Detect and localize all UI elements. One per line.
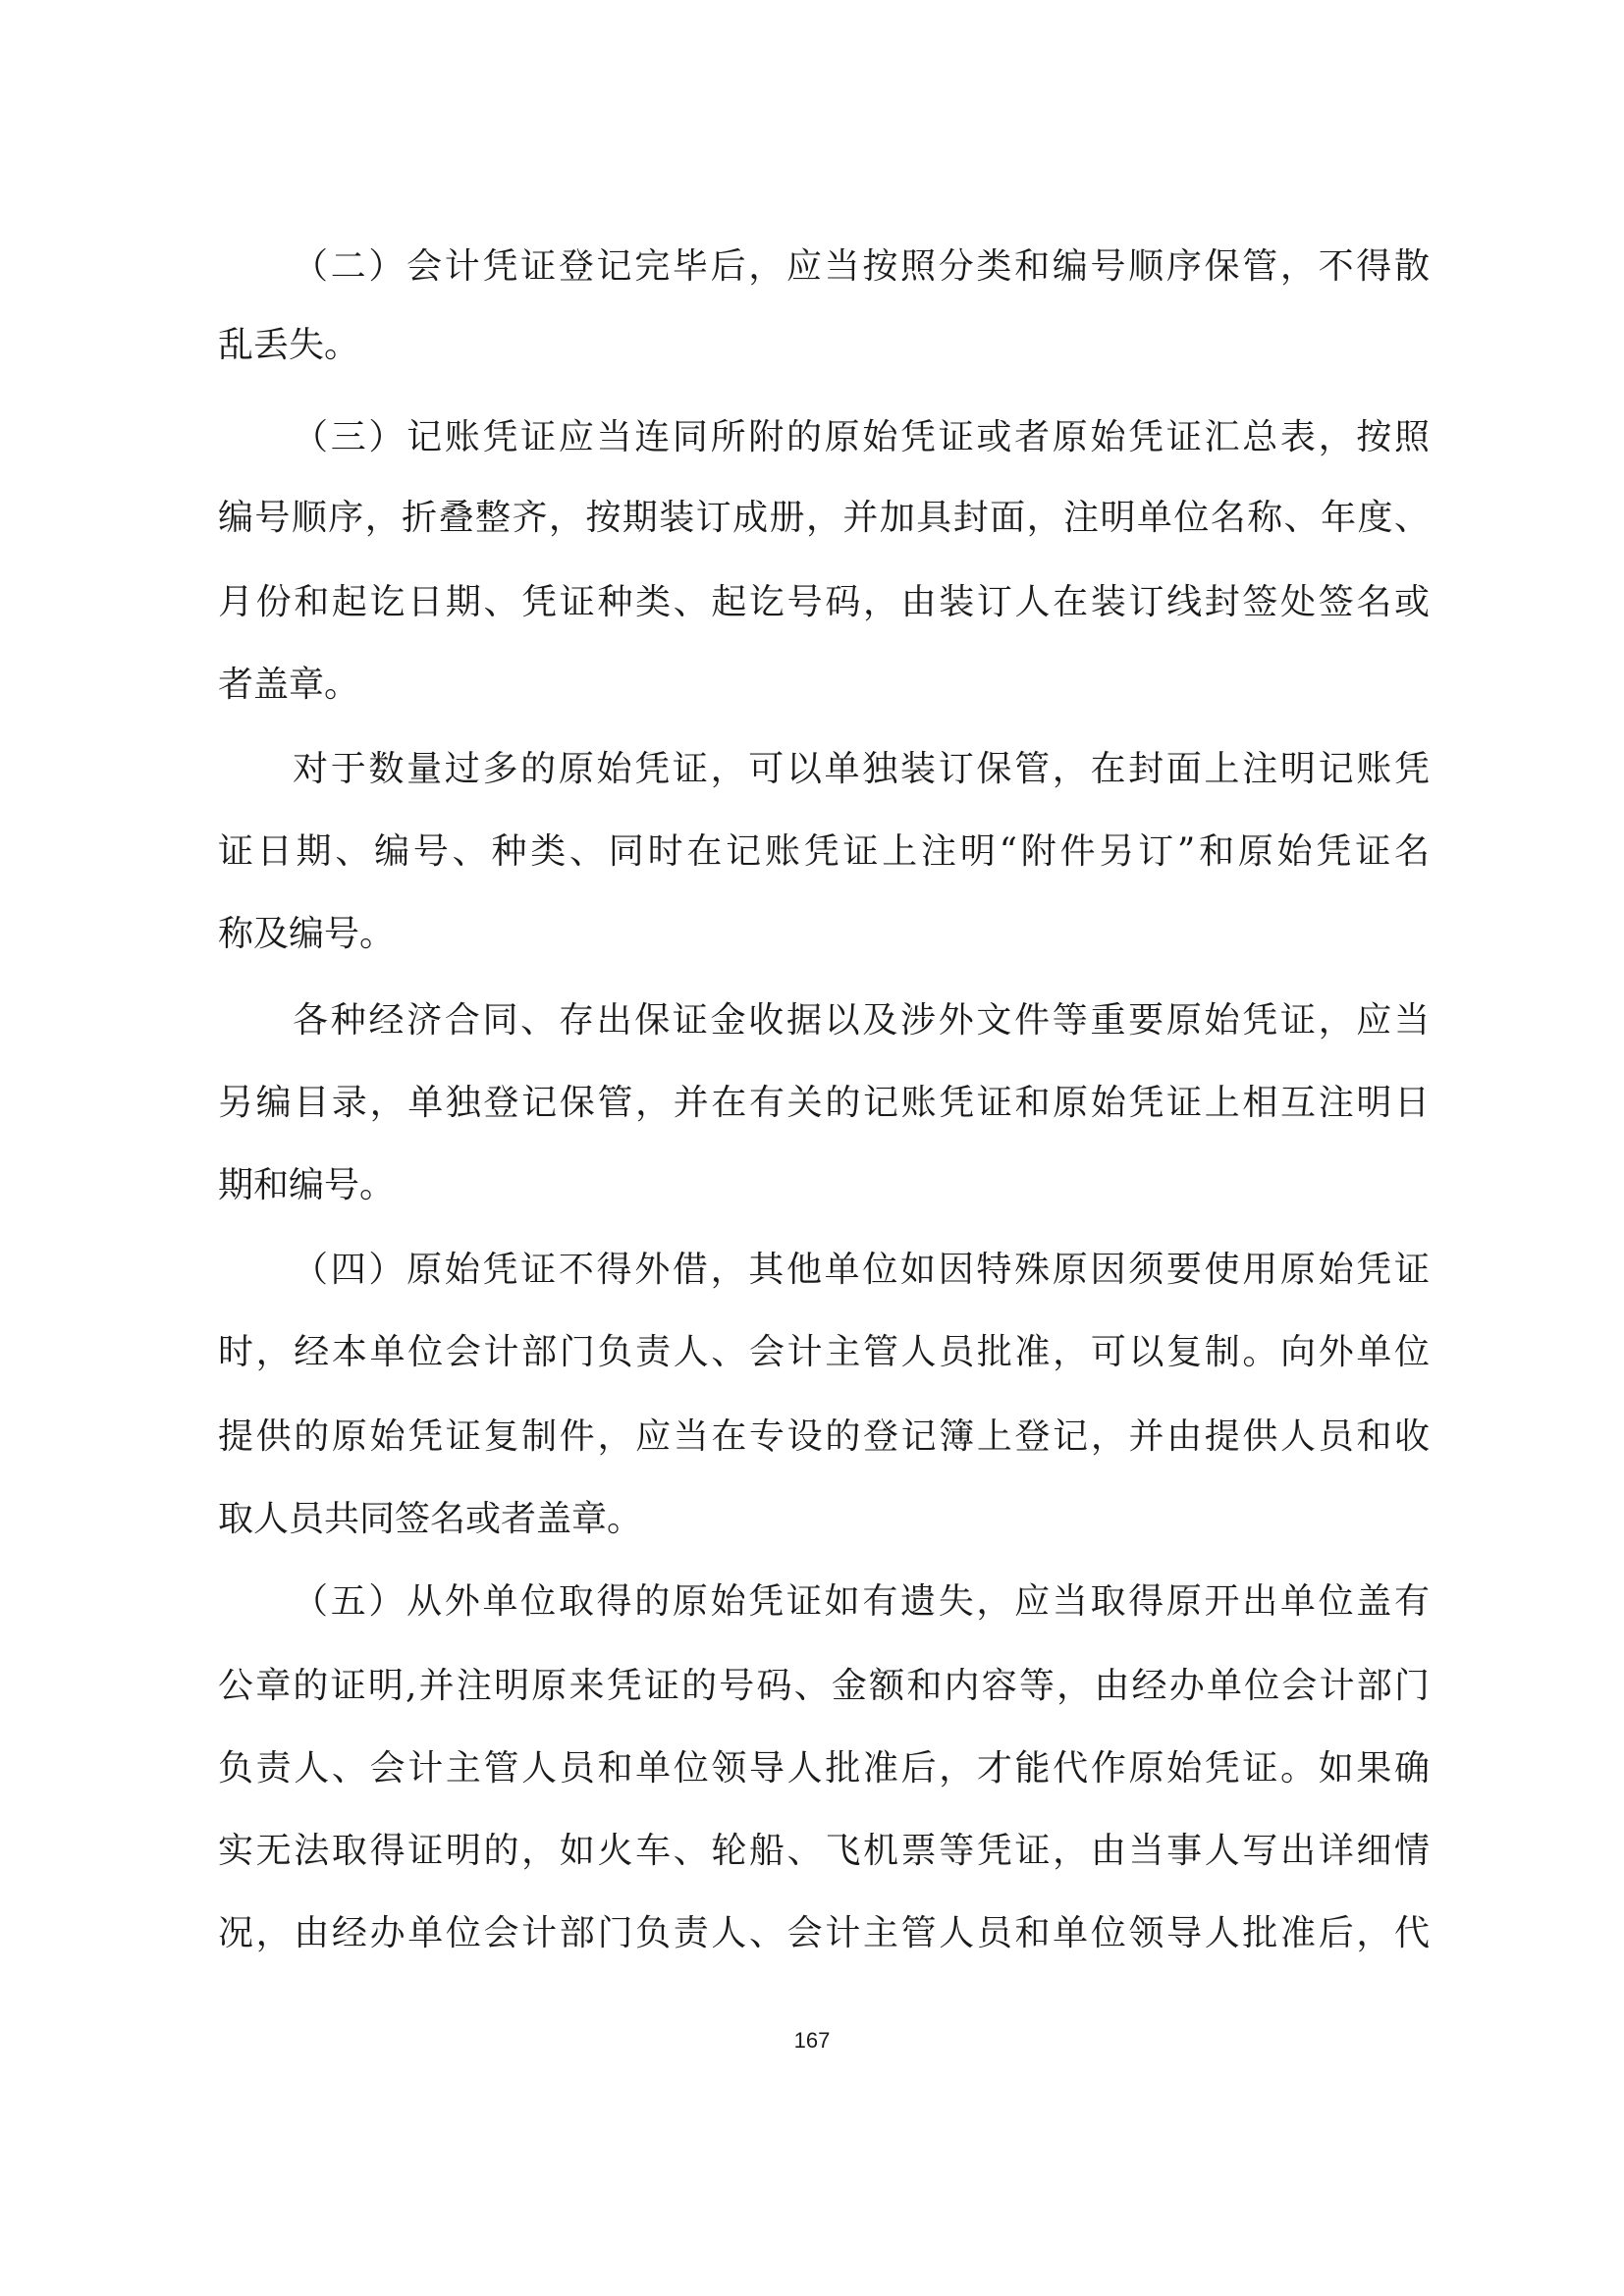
paragraph-contracts-line-3: 期和编号。 [218, 1165, 396, 1205]
page-number: 167 [793, 2028, 831, 2053]
paragraph-5-line-4: 实无法取得证明的，如火车、轮船、飞机票等凭证，由当事人写出详细情 [218, 1831, 1430, 1871]
paragraph-bulk-line-2: 证日期、编号、种类、同时在记账凭证上注明“附件另订”和原始凭证名 [218, 831, 1430, 872]
paragraph-bulk-line-3: 称及编号。 [218, 914, 396, 954]
paragraph-2-line-1: （二）会计凭证登记完毕后，应当按照分类和编号顺序保管，不得散 [293, 246, 1430, 287]
paragraph-5-line-3: 负责人、会计主管人员和单位领导人批准后，才能代作原始凭证。如果确 [218, 1748, 1430, 1789]
paragraph-2-line-2: 乱丢失。 [218, 325, 360, 365]
paragraph-5-line-2: 公章的证明,并注明原来凭证的号码、金额和内容等，由经办单位会计部门 [218, 1666, 1430, 1706]
paragraph-3-line-2: 编号顺序，折叠整齐，按期装订成册，并加具封面，注明单位名称、年度、 [218, 498, 1430, 538]
paragraph-3-line-3: 月份和起讫日期、凭证种类、起讫号码，由装订人在装订线封签处签名或 [218, 582, 1430, 622]
paragraph-5-line-1: （五）从外单位取得的原始凭证如有遗失，应当取得原开出单位盖有 [293, 1581, 1430, 1622]
paragraph-contracts-line-2: 另编目录，单独登记保管，并在有关的记账凭证和原始凭证上相互注明日 [218, 1083, 1430, 1123]
paragraph-4-line-4: 取人员共同签名或者盖章。 [218, 1499, 643, 1539]
paragraph-5-line-5: 况，由经办单位会计部门负责人、会计主管人员和单位领导人批准后，代 [218, 1913, 1430, 1953]
paragraph-4-line-2: 时，经本单位会计部门负责人、会计主管人员批准，可以复制。向外单位 [218, 1332, 1430, 1372]
paragraph-contracts-line-1: 各种经济合同、存出保证金收据以及涉外文件等重要原始凭证，应当 [293, 1000, 1430, 1041]
paragraph-bulk-line-1: 对于数量过多的原始凭证，可以单独装订保管，在封面上注明记账凭 [293, 749, 1430, 789]
paragraph-3-line-1: （三）记账凭证应当连同所附的原始凭证或者原始凭证汇总表，按照 [293, 417, 1430, 457]
paragraph-3-line-4: 者盖章。 [218, 665, 360, 705]
paragraph-4-line-3: 提供的原始凭证复制件，应当在专设的登记簿上登记，并由提供人员和收 [218, 1416, 1430, 1457]
paragraph-4-line-1: （四）原始凭证不得外借，其他单位如因特殊原因须要使用原始凭证 [293, 1250, 1430, 1290]
